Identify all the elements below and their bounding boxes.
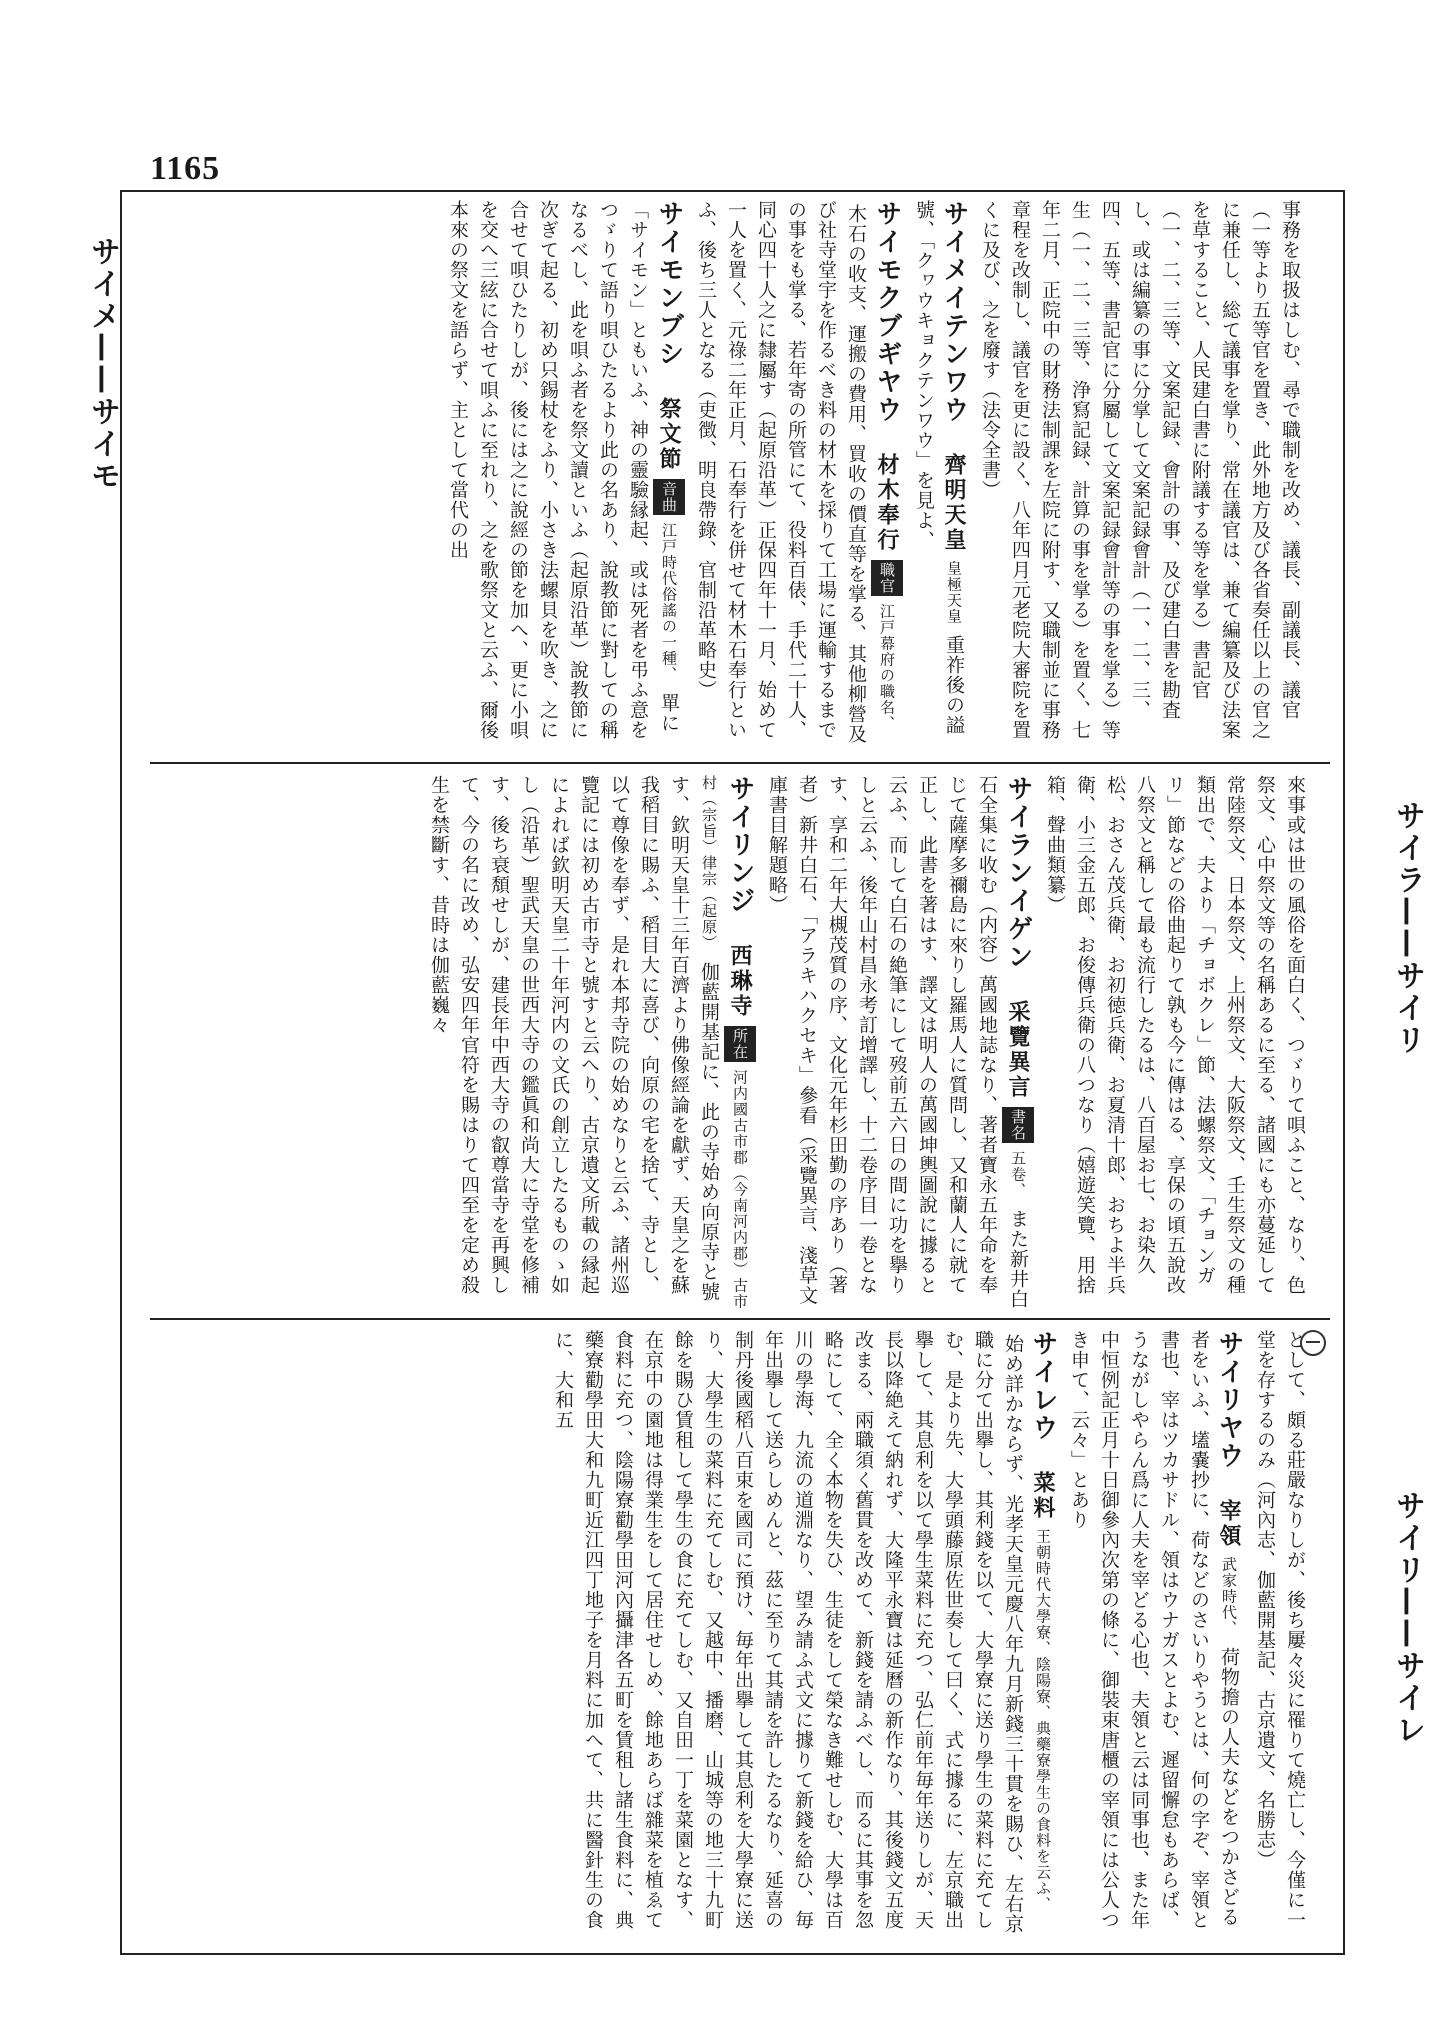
category-mark: 書名 (1002, 1107, 1034, 1143)
category-mark: 職官 (871, 560, 903, 596)
entry-heading: サイモンブシ (654, 200, 684, 368)
entry-heading: サイリヤウ (1214, 1330, 1244, 1470)
top-intro-text: 事務を取扱はしむ、尋で職制を改め、議長、副議長、議官（一等より五等官を置き、此外地方及び各省奏任以上の官之に兼任し、総て議事を掌り、常在議官は、兼て編纂及び法案を草すること、人民建白書に附議する等を掌る）書記官（一、二、三等、文案記録、會計の事、及び建白書を勘査し、或は編纂の事に分掌して文案記録會計（一、二、三、四、五等、書記官に分屬して文案記録會計等の事を掌る）等生（一、二、三等、浄寫記録、計算の事を掌る）を置く、七年二月、正院中の財務法制課を左院に附す、又職制並に事務章程を改制し、議官を更に設く、八年四月元老院大審院を置くに及び、之を廢す（法令全書） (979, 200, 1301, 740)
entry-sairinji (424, 775, 756, 1310)
category-mark: 音曲 (653, 479, 685, 515)
entry-heading: サイレウ (1028, 1330, 1058, 1442)
middle-intro-text: 來事或は世の風俗を面白く、つゞりて唄ふこと、なり、色祭文、心中祭文等の名稱あるに至る、諸國にも亦蔓延して常陸祭文、日本祭文、上州祭文、大阪祭文、壬生祭文の種類出で、夫より「チョボクレ」節、法螺祭文、「チョンガリ」節などの俗曲起りて孰も今に傳はる、享保の頃五說改八祭文と稱して最も流行したるは、八百屋お七、お染久松、おさん茂兵衛、お初徳兵衛、お夏清十郎、おちよ半兵衛、小三金五郎、お俊傳兵衛の八つなり（嬉遊笑覽、用捨箱、聲曲類纂） (1044, 775, 1306, 1295)
entry-saimoku-bugyou (691, 200, 903, 755)
section-divider-1 (150, 762, 1330, 764)
page-number: 1165 (150, 150, 221, 187)
category-mark: 所在 (724, 1026, 756, 1062)
entry-note: 皇極天皇 (945, 560, 963, 625)
entry-body: また新井白石全集に收む（内容）萬國地誌なり、著者寶永五年命を奉じて薩摩多禰島に來りし羅馬人に質問し、又和蘭人に就て正し、此書を著はす、譯文は明人の萬國坤輿圖說に據ると云ふ、而して白石の絶筆にして歿前五六日の間に功を擧りしと云ふ、後年山村昌永考訂增譯し、十二卷序目一卷となす、享和二年大槻茂質の序、文化元年杉田勤の序あり（著者）新井白石、「アラキハクセキ」參看（采覽異言、淺草文庫書目解題略） (766, 775, 1029, 1310)
top-section (330, 200, 1305, 755)
entry-heading: サイモクブギヤウ (872, 200, 902, 424)
guide-right-bottom: サイリ——サイレ (1390, 1490, 1425, 1746)
entry-term: 材木奉行 (874, 453, 900, 554)
entry-body: 伽藍開基記に、此の寺始め向原寺と號す、欽明天皇十三年百濟より佛像經論を獻ず、天皇之を蘇我稻目に賜ふ、稻目大に喜び、向原の宅を捨て、寺とし、以て尊像を奉ず、是れ本邦寺院の始めなりと云ふ、諸州巡覽記には初め古市寺と號すと云へり、古京遺文所載の縁起によれば欽明天皇二十年河内の文氏の創立したるものゝ如し（沿革）聖武天皇の世西大寺の鑑眞和尚大に寺堂を修補す、後ち衰頽せしが、建長年中西大寺の叡尊當寺を再興して、今の名に改め、弘安四年官符を賜はりて四至を定め殺生を禁斷す、昔時は伽藍巍々 (428, 775, 720, 1303)
section-divider-2 (150, 1318, 1330, 1320)
entry-body: 重祚後の謚號、「クヮウキョクテンワウ」を見よ、 (913, 200, 965, 736)
entry-note: 武家時代、 (1220, 1556, 1238, 1637)
entry-saimon-bushi (443, 200, 685, 755)
entry-term: 祭文節 (656, 397, 682, 473)
entry-term: 采覽異言 (1005, 1000, 1031, 1101)
entry-heading: サイランイゲン (1003, 775, 1033, 971)
entry-body: 荷物擔の人夫などをつかさどる者をいふ、壒嚢抄に、荷などのさいりやうとは、何の字ぞ、宰領と書也、宰はツカサドル、領はウナガスとよむ、遲留懈怠もあらば、うながしやらん爲に人夫を宰どる心也、夫領と云は同事也、また年中恒例記正月十日御參內次第の條に、御裝束唐櫃の宰領には公人つき申て、云々」とあり (1068, 1330, 1240, 1930)
entry-sairan-igen (762, 775, 1034, 1310)
entry-note: 江戸幕府の職名、 (878, 603, 896, 732)
entry-sairyou (1064, 1330, 1244, 1940)
entry-heading: サイリンジ (725, 775, 755, 915)
entry-term: 西琳寺 (727, 944, 753, 1020)
entry-heading: サイメイテンワウ (939, 200, 969, 424)
entry-sairyou-nasai (548, 1330, 1058, 1940)
guide-right-middle: サイラ——サイリ (1390, 800, 1425, 1056)
entry-term: 齊明天皇 (941, 453, 967, 554)
entry-body: 始め詳かならず、光孝天皇元慶八年九月新錢三十貫を賜ひ、左右京職に分て出擧し、其利錢を以て、大學寮に送り學生の菜料に充てしむ、是より先、大學頭藤原佐世奏して曰く、式に據るに、左京職出擧して、其息利を以て學生菜料に充つ、弘仁前年毎年送りしが、天長以降絶えて納れず、大隆平永寶は延曆の新作なり、其後錢文五度改まる、兩職須く舊貫を改めて、新錢を請ふべし、而るに其事を忽略にして、全く本物を失ひ、生徒をして榮なき難せしむ、大學は百川の學海、九流の道淵なり、望み請ふ式文に據りて新錢を給ひ、毎年出擧して送らしめんと、茲に至りて其請を許したるなり、延喜の制丹後國稻八百束を國司に預け、毎年出擧して其息利を大學寮に送り、大學生の菜料に充てしむ、又越中、播磨、山城等の地三十九町餘を賜ひ賃租して學生の食に充てしむ、又自田一丁を菜園となす、在京中の園地は得業生をして居住せしめ、餘地あらば雜菜を植ゑて食料に充つ、陰陽寮勸學田河內攝津各五町を賃租し諸生食料に、典藥寮勸學田大和九町近江四丁地子を月料に加へて、共に醫針生の食に、大和五 (552, 1330, 1024, 1934)
entry-note: 五卷、 (1009, 1150, 1027, 1199)
entry-note: 江戸時代俗謠の一種、 (660, 522, 678, 683)
middle-section (170, 775, 1310, 1310)
entry-term: 菜料 (1030, 1471, 1056, 1522)
entry-saimei-tennou (909, 200, 969, 755)
guide-left: サイメ——サイモ (85, 236, 120, 492)
entry-note: 河内國古市郡（今南河内郡）古市村（宗旨）律宗（起原） (700, 775, 749, 1310)
entry-body: 木石の收支、運搬の費用、買收の價直等を掌る、其他柳營及び社寺堂宇を作るべき料の材木を採りて工場に運輸するまでの事をも掌る、若年寄の所管にて、役料百俵、手代二十人、同心四十人之に隸屬す（起原沿革）正保四年十一月、始めて一人を置く、元祿二年正月、石奉行を併せて材木石奉行といふ、後ち三人となる（吏徴、明良帶錄、官制沿革略史） (695, 200, 867, 744)
entry-body: 單に「サイモン」ともいふ、神の靈驗縁起、或は死者を弔ふ意をつゞりて語り唄ひたるより此の名あり、說教節に對しての稱なるべし、此を唄ふ者を祭文讀といふ（起原沿革）說教節に次ぎて起る、初め只錫杖をふり、小さき法螺貝を吹き、之に合せて唄ひたりしが、後には之に說經の節を加へ、更に小唄を交へ三絃に合せて唄ふに至れり、之を歌祭文と云ふ、爾後本來の祭文を語らず、主として當代の出 (447, 200, 680, 740)
bottom-intro-text: として、頗る莊嚴なりしが、後ち屢々災に罹りて燒亡し、今僅に一堂を存するのみ（河內志、伽藍開基記、古京遺文、名勝志） (1254, 1330, 1306, 1930)
entry-term: 宰領 (1216, 1499, 1242, 1550)
bottom-section (170, 1330, 1310, 1940)
entry-note: 王朝時代大學寮、陰陽寮、典藥寮學生の食料を云ふ、 (1034, 1528, 1052, 1913)
